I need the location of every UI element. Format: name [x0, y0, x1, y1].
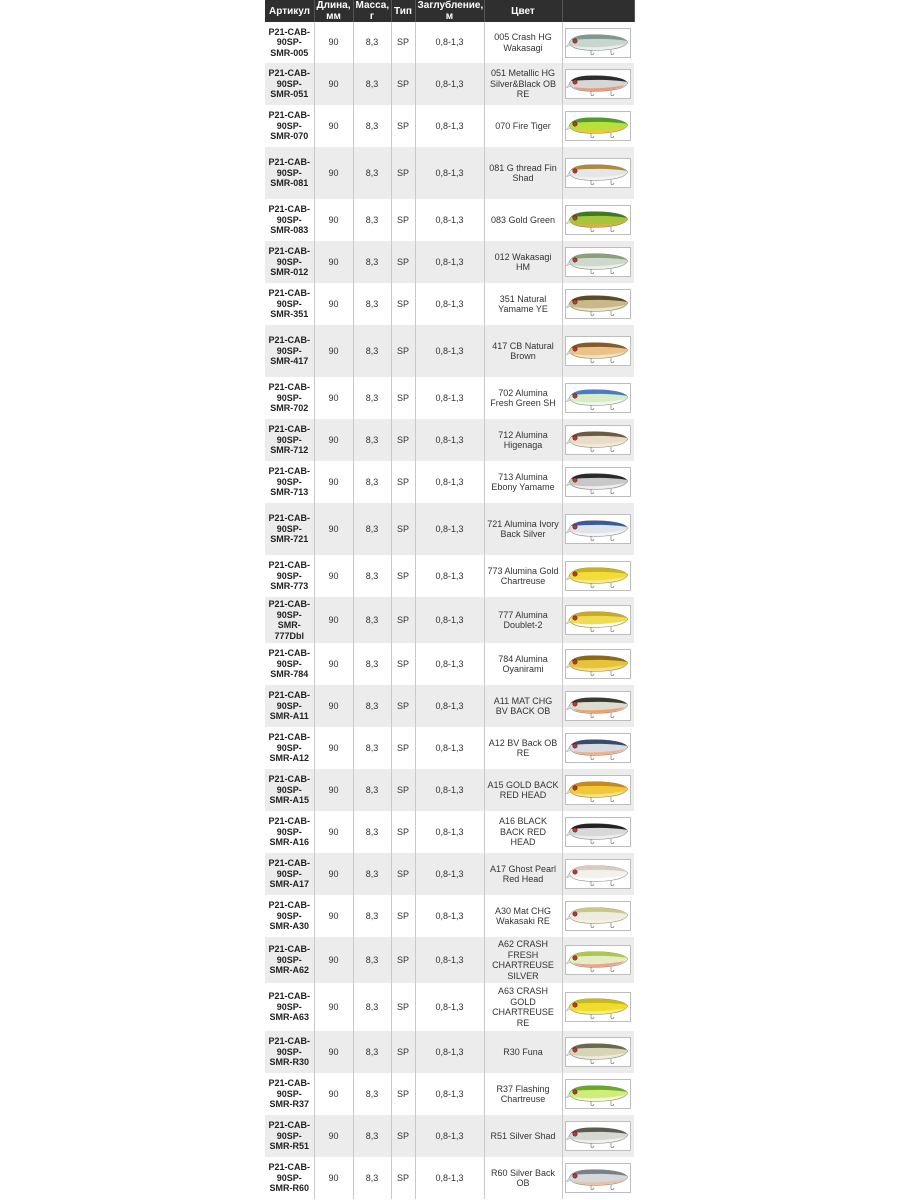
table-row: [265, 1115, 634, 1157]
table-row: [265, 727, 634, 769]
lure-thumbnail-image: [565, 859, 631, 889]
header-row: [265, 0, 634, 22]
header-weight: Масса, г: [353, 0, 391, 22]
sku-cell: P21-CAB-90SP-SMR-012: [265, 241, 314, 283]
lure-image-cell: [562, 503, 634, 555]
table-row: [265, 461, 634, 503]
depth-cell: 0,8-1,3: [415, 811, 484, 853]
length-cell: 90: [314, 461, 353, 503]
color-name-cell: 777 Alumina Doublet-2: [484, 597, 562, 643]
sku-cell: P21-CAB-90SP-SMR-417: [265, 325, 314, 377]
color-name-cell: 721 Alumina Ivory Back Silver: [484, 503, 562, 555]
lure-thumbnail-image: [565, 383, 631, 413]
color-name-cell: R60 Silver Back OB: [484, 1157, 562, 1199]
length-cell: 90: [314, 685, 353, 727]
length-cell: 90: [314, 555, 353, 597]
color-name-cell: 051 Metallic HG Silver&Black OB RE: [484, 63, 562, 105]
sku-cell: P21-CAB-90SP-SMR-A12: [265, 727, 314, 769]
lure-image-cell: [562, 147, 634, 199]
lure-image-cell: [562, 63, 634, 105]
lure-image-cell: [562, 241, 634, 283]
lure-image-cell: [562, 22, 634, 63]
table-row: [265, 105, 634, 147]
color-name-cell: 083 Gold Green: [484, 199, 562, 241]
color-name-cell: A30 Mat CHG Wakasaki RE: [484, 895, 562, 937]
weight-cell: 8,3: [353, 555, 391, 597]
header-length: Длина, мм: [314, 0, 353, 22]
color-name-cell: A16 BLACK BACK RED HEAD: [484, 811, 562, 853]
color-name-cell: 712 Alumina Higenaga: [484, 419, 562, 461]
lure-thumbnail-image: [565, 901, 631, 931]
lure-image-cell: [562, 325, 634, 377]
type-cell: SP: [391, 811, 415, 853]
type-cell: SP: [391, 461, 415, 503]
color-name-cell: 070 Fire Tiger: [484, 105, 562, 147]
type-cell: SP: [391, 1115, 415, 1157]
color-name-cell: R30 Funa: [484, 1031, 562, 1073]
sku-cell: P21-CAB-90SP-SMR-R51: [265, 1115, 314, 1157]
depth-cell: 0,8-1,3: [415, 643, 484, 685]
lure-image-cell: [562, 811, 634, 853]
length-cell: 90: [314, 199, 353, 241]
lure-image-cell: [562, 1031, 634, 1073]
lure-thumbnail-image: [565, 1163, 631, 1193]
depth-cell: 0,8-1,3: [415, 597, 484, 643]
lure-thumbnail-image: [565, 467, 631, 497]
length-cell: 90: [314, 727, 353, 769]
depth-cell: 0,8-1,3: [415, 283, 484, 325]
sku-cell: P21-CAB-90SP-SMR-005: [265, 22, 314, 63]
lure-thumbnail-image: [565, 289, 631, 319]
lure-image-cell: [562, 685, 634, 727]
table-row: [265, 1031, 634, 1073]
table-row: [265, 811, 634, 853]
lure-image-cell: [562, 853, 634, 895]
length-cell: 90: [314, 643, 353, 685]
lure-image-cell: [562, 983, 634, 1031]
type-cell: SP: [391, 63, 415, 105]
lure-image-cell: [562, 283, 634, 325]
lure-thumbnail-image: [565, 733, 631, 763]
weight-cell: 8,3: [353, 377, 391, 419]
table-row: [265, 1157, 634, 1199]
table-row: [265, 419, 634, 461]
depth-cell: 0,8-1,3: [415, 685, 484, 727]
depth-cell: 0,8-1,3: [415, 419, 484, 461]
table-row: [265, 283, 634, 325]
lure-image-cell: [562, 1157, 634, 1199]
sku-cell: P21-CAB-90SP-SMR-R37: [265, 1073, 314, 1115]
type-cell: SP: [391, 22, 415, 63]
header-color: Цвет: [484, 0, 562, 22]
sku-cell: P21-CAB-90SP-SMR-702: [265, 377, 314, 419]
type-cell: SP: [391, 1073, 415, 1115]
weight-cell: 8,3: [353, 853, 391, 895]
length-cell: 90: [314, 377, 353, 419]
length-cell: 90: [314, 1031, 353, 1073]
color-name-cell: 417 CB Natural Brown: [484, 325, 562, 377]
weight-cell: 8,3: [353, 1031, 391, 1073]
sku-cell: P21-CAB-90SP-SMR-070: [265, 105, 314, 147]
depth-cell: 0,8-1,3: [415, 461, 484, 503]
table-row: [265, 22, 634, 63]
weight-cell: 8,3: [353, 147, 391, 199]
type-cell: SP: [391, 419, 415, 461]
type-cell: SP: [391, 769, 415, 811]
type-cell: SP: [391, 895, 415, 937]
table-row: [265, 241, 634, 283]
color-name-cell: 784 Alumina Oyanirami: [484, 643, 562, 685]
lure-thumbnail-image: [565, 1079, 631, 1109]
sku-cell: P21-CAB-90SP-SMR-051: [265, 63, 314, 105]
lure-thumbnail-image: [565, 425, 631, 455]
table-row: [265, 769, 634, 811]
table-row: [265, 503, 634, 555]
depth-cell: 0,8-1,3: [415, 769, 484, 811]
length-cell: 90: [314, 983, 353, 1031]
sku-cell: P21-CAB-90SP-SMR-351: [265, 283, 314, 325]
type-cell: SP: [391, 643, 415, 685]
lure-image-cell: [562, 727, 634, 769]
type-cell: SP: [391, 105, 415, 147]
length-cell: 90: [314, 769, 353, 811]
table-row: [265, 983, 634, 1031]
sku-cell: P21-CAB-90SP-SMR-777Dbl: [265, 597, 314, 643]
lure-thumbnail-image: [565, 561, 631, 591]
type-cell: SP: [391, 983, 415, 1031]
length-cell: 90: [314, 241, 353, 283]
color-name-cell: A17 Ghost Pearl Red Head: [484, 853, 562, 895]
length-cell: 90: [314, 895, 353, 937]
weight-cell: 8,3: [353, 283, 391, 325]
depth-cell: 0,8-1,3: [415, 325, 484, 377]
type-cell: SP: [391, 853, 415, 895]
sku-cell: P21-CAB-90SP-SMR-712: [265, 419, 314, 461]
lure-image-cell: [562, 419, 634, 461]
lure-thumbnail-image: [565, 605, 631, 635]
sku-cell: P21-CAB-90SP-SMR-713: [265, 461, 314, 503]
lure-thumbnail-image: [565, 1037, 631, 1067]
sku-cell: P21-CAB-90SP-SMR-784: [265, 643, 314, 685]
table-body: [265, 22, 634, 1199]
lure-image-cell: [562, 105, 634, 147]
depth-cell: 0,8-1,3: [415, 1157, 484, 1199]
lure-thumbnail-image: [565, 775, 631, 805]
type-cell: SP: [391, 1157, 415, 1199]
depth-cell: 0,8-1,3: [415, 1031, 484, 1073]
lure-thumbnail-image: [565, 649, 631, 679]
depth-cell: 0,8-1,3: [415, 555, 484, 597]
sku-cell: P21-CAB-90SP-SMR-R60: [265, 1157, 314, 1199]
weight-cell: 8,3: [353, 937, 391, 983]
type-cell: SP: [391, 283, 415, 325]
sku-cell: P21-CAB-90SP-SMR-083: [265, 199, 314, 241]
lure-thumbnail-image: [565, 992, 631, 1022]
color-name-cell: 005 Crash HG Wakasagi: [484, 22, 562, 63]
lure-image-cell: [562, 937, 634, 983]
depth-cell: 0,8-1,3: [415, 241, 484, 283]
depth-cell: 0,8-1,3: [415, 727, 484, 769]
depth-cell: 0,8-1,3: [415, 1115, 484, 1157]
lure-image-cell: [562, 643, 634, 685]
sku-cell: P21-CAB-90SP-SMR-A63: [265, 983, 314, 1031]
header-type: Тип: [391, 0, 415, 22]
type-cell: SP: [391, 555, 415, 597]
color-name-cell: 713 Alumina Ebony Yamame: [484, 461, 562, 503]
table-row: [265, 895, 634, 937]
lure-thumbnail-image: [565, 111, 631, 141]
weight-cell: 8,3: [353, 983, 391, 1031]
length-cell: 90: [314, 937, 353, 983]
length-cell: 90: [314, 1073, 353, 1115]
color-name-cell: 351 Natural Yamame YE: [484, 283, 562, 325]
depth-cell: 0,8-1,3: [415, 63, 484, 105]
color-name-cell: 773 Alumina Gold Chartreuse: [484, 555, 562, 597]
weight-cell: 8,3: [353, 199, 391, 241]
lure-image-cell: [562, 199, 634, 241]
color-name-cell: A63 CRASH GOLD CHARTREUSE RE: [484, 983, 562, 1031]
header-depth: Заглубление, м: [415, 0, 484, 22]
table-row: [265, 937, 634, 983]
sku-cell: P21-CAB-90SP-SMR-A62: [265, 937, 314, 983]
color-name-cell: 012 Wakasagi HM: [484, 241, 562, 283]
lure-thumbnail-image: [565, 514, 631, 544]
sku-cell: P21-CAB-90SP-SMR-A30: [265, 895, 314, 937]
weight-cell: 8,3: [353, 241, 391, 283]
length-cell: 90: [314, 811, 353, 853]
table-row: [265, 1073, 634, 1115]
length-cell: 90: [314, 325, 353, 377]
lure-image-cell: [562, 555, 634, 597]
depth-cell: 0,8-1,3: [415, 105, 484, 147]
table-row: [265, 147, 634, 199]
length-cell: 90: [314, 105, 353, 147]
sku-cell: P21-CAB-90SP-SMR-A16: [265, 811, 314, 853]
lure-thumbnail-image: [565, 691, 631, 721]
length-cell: 90: [314, 147, 353, 199]
length-cell: 90: [314, 597, 353, 643]
type-cell: SP: [391, 937, 415, 983]
color-name-cell: 081 G thread Fin Shad: [484, 147, 562, 199]
type-cell: SP: [391, 147, 415, 199]
lure-image-cell: [562, 769, 634, 811]
header-sku: Артикул: [265, 0, 314, 22]
color-name-cell: A11 MAT CHG BV BACK OB: [484, 685, 562, 727]
lure-thumbnail-image: [565, 247, 631, 277]
spec-table: [265, 0, 635, 1199]
lure-thumbnail-image: [565, 69, 631, 99]
lure-thumbnail-image: [565, 158, 631, 188]
depth-cell: 0,8-1,3: [415, 147, 484, 199]
sku-cell: P21-CAB-90SP-SMR-A15: [265, 769, 314, 811]
weight-cell: 8,3: [353, 105, 391, 147]
weight-cell: 8,3: [353, 1073, 391, 1115]
lure-thumbnail-image: [565, 945, 631, 975]
color-name-cell: 702 Alumina Fresh Green SH: [484, 377, 562, 419]
table-row: [265, 325, 634, 377]
length-cell: 90: [314, 419, 353, 461]
table-row: [265, 63, 634, 105]
weight-cell: 8,3: [353, 769, 391, 811]
header-image: [562, 0, 634, 22]
type-cell: SP: [391, 377, 415, 419]
type-cell: SP: [391, 503, 415, 555]
table-row: [265, 597, 634, 643]
lure-image-cell: [562, 597, 634, 643]
lure-thumbnail-image: [565, 817, 631, 847]
depth-cell: 0,8-1,3: [415, 853, 484, 895]
lure-image-cell: [562, 1115, 634, 1157]
length-cell: 90: [314, 63, 353, 105]
lure-thumbnail-image: [565, 28, 631, 58]
color-name-cell: A62 CRASH FRESH CHARTREUSE SILVER: [484, 937, 562, 983]
table-row: [265, 555, 634, 597]
length-cell: 90: [314, 853, 353, 895]
sku-cell: P21-CAB-90SP-SMR-721: [265, 503, 314, 555]
length-cell: 90: [314, 22, 353, 63]
color-name-cell: R51 Silver Shad: [484, 1115, 562, 1157]
weight-cell: 8,3: [353, 895, 391, 937]
type-cell: SP: [391, 597, 415, 643]
table-row: [265, 853, 634, 895]
depth-cell: 0,8-1,3: [415, 22, 484, 63]
length-cell: 90: [314, 283, 353, 325]
weight-cell: 8,3: [353, 325, 391, 377]
weight-cell: 8,3: [353, 727, 391, 769]
color-name-cell: A15 GOLD BACK RED HEAD: [484, 769, 562, 811]
depth-cell: 0,8-1,3: [415, 503, 484, 555]
weight-cell: 8,3: [353, 503, 391, 555]
type-cell: SP: [391, 685, 415, 727]
weight-cell: 8,3: [353, 1115, 391, 1157]
lure-image-cell: [562, 461, 634, 503]
lure-thumbnail-image: [565, 1121, 631, 1151]
type-cell: SP: [391, 241, 415, 283]
depth-cell: 0,8-1,3: [415, 199, 484, 241]
length-cell: 90: [314, 1157, 353, 1199]
lure-thumbnail-image: [565, 205, 631, 235]
weight-cell: 8,3: [353, 461, 391, 503]
length-cell: 90: [314, 503, 353, 555]
lure-image-cell: [562, 377, 634, 419]
type-cell: SP: [391, 1031, 415, 1073]
sku-cell: P21-CAB-90SP-SMR-773: [265, 555, 314, 597]
table-row: [265, 685, 634, 727]
depth-cell: 0,8-1,3: [415, 937, 484, 983]
weight-cell: 8,3: [353, 685, 391, 727]
sku-cell: P21-CAB-90SP-SMR-R30: [265, 1031, 314, 1073]
length-cell: 90: [314, 1115, 353, 1157]
weight-cell: 8,3: [353, 643, 391, 685]
weight-cell: 8,3: [353, 1157, 391, 1199]
weight-cell: 8,3: [353, 419, 391, 461]
lure-image-cell: [562, 895, 634, 937]
lure-image-cell: [562, 1073, 634, 1115]
depth-cell: 0,8-1,3: [415, 377, 484, 419]
sku-cell: P21-CAB-90SP-SMR-081: [265, 147, 314, 199]
sku-cell: P21-CAB-90SP-SMR-A11: [265, 685, 314, 727]
depth-cell: 0,8-1,3: [415, 1073, 484, 1115]
weight-cell: 8,3: [353, 811, 391, 853]
color-name-cell: A12 BV Back OB RE: [484, 727, 562, 769]
depth-cell: 0,8-1,3: [415, 983, 484, 1031]
weight-cell: 8,3: [353, 22, 391, 63]
table-row: [265, 377, 634, 419]
color-name-cell: R37 Flashing Chartreuse: [484, 1073, 562, 1115]
sku-cell: P21-CAB-90SP-SMR-A17: [265, 853, 314, 895]
weight-cell: 8,3: [353, 63, 391, 105]
table-row: [265, 199, 634, 241]
type-cell: SP: [391, 199, 415, 241]
table-row: [265, 643, 634, 685]
weight-cell: 8,3: [353, 597, 391, 643]
depth-cell: 0,8-1,3: [415, 895, 484, 937]
type-cell: SP: [391, 727, 415, 769]
type-cell: SP: [391, 325, 415, 377]
lure-thumbnail-image: [565, 336, 631, 366]
